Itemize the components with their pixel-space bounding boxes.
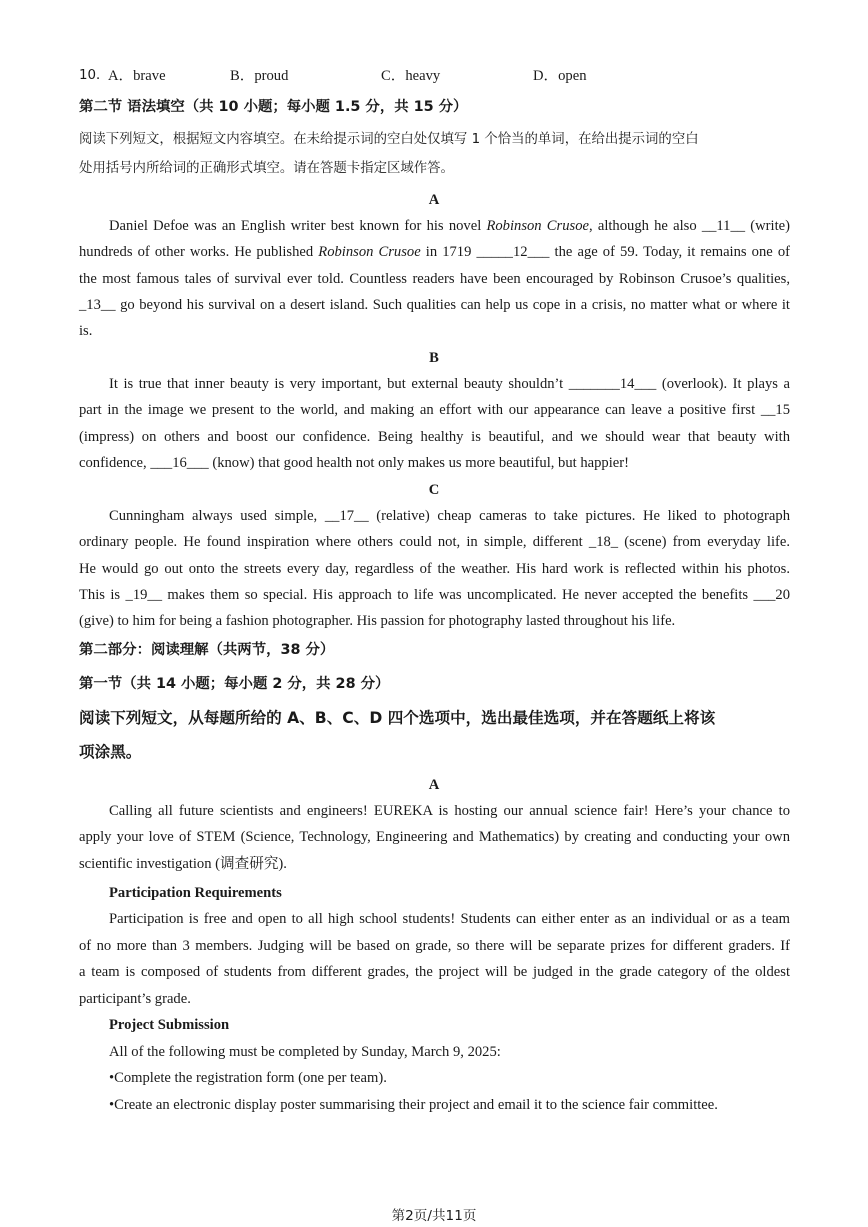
submission-line1: All of the following must be completed by Sunday, March 9, 2025: bbox=[109, 1044, 501, 1060]
q10-option-a: A．brave bbox=[108, 68, 166, 84]
part2-section1-title: 第一节（共 14 小题；每小题 2 分，共 28 分） bbox=[79, 676, 390, 692]
reading-a-p1-line3: scientific investigation (调查研究). bbox=[79, 856, 287, 872]
requirements-line1: Participation is free and open to all high school students! Students can either enter as an individual or as a team bbox=[109, 911, 790, 927]
passage-c-line3: He would go out onto the streets every day, regardless of the weather. His hard work is reflected within his photos. bbox=[79, 561, 790, 577]
passage-a-line1: Daniel Defoe was an English writer best known for his novel Robinson Crusoe, although he also __11__ (write) bbox=[109, 218, 790, 234]
blank-18: _18_ bbox=[588, 534, 619, 550]
blank-13: _13__ bbox=[79, 297, 116, 313]
reading-a-p1-line1: Calling all future scientists and engineers! EUREKA is hosting our annual science fair! Here’s your chance to bbox=[109, 803, 790, 819]
reading-a-p1-line2: apply your love of STEM (Science, Technology, Engineering and Mathematics) by creating and conducting your own bbox=[79, 829, 790, 845]
part2-title: 第二部分：阅读理解（共两节，38 分） bbox=[79, 642, 335, 658]
passage-b-line1: It is true that inner beauty is very important, but external beauty shouldn’t _______14___ (overlook). It plays a bbox=[109, 376, 790, 392]
passage-c-line1: Cunningham always used simple, __17__ (relative) cheap cameras to take pictures. He liked to photograph bbox=[109, 508, 790, 524]
requirements-line4: participant’s grade. bbox=[79, 991, 191, 1007]
section2-instruction-line2: 处用括号内所给词的正确形式填空。请在答题卡指定区域作答。 bbox=[79, 161, 454, 176]
submission-bullet1: •Complete the registration form (one per team). bbox=[109, 1070, 387, 1086]
passage-c-heading: C bbox=[428, 482, 440, 498]
blank-11: __11__ bbox=[701, 218, 746, 234]
requirements-line2: of no more than 3 members. Judging will be based on grade, so there will be separate prizes for different graders. If bbox=[79, 938, 790, 954]
q10-option-c: C．heavy bbox=[381, 68, 441, 84]
q10-number: 10． bbox=[79, 68, 110, 83]
passage-b-line3: (impress) on others and boost our confidence. Being healthy is beautiful, and we should wear that beauty with bbox=[79, 429, 790, 445]
passage-c-line4: This is _19__ makes them so special. His approach to life was uncomplicated. He never accepted the benefits ___20 bbox=[79, 587, 790, 603]
submission-bullet2: •Create an electronic display poster summarising their project and email it to the science fair committee. bbox=[109, 1097, 718, 1113]
section2-instruction-line1: 阅读下列短文，根据短文内容填空。在未给提示词的空白处仅填写 1 个恰当的单词，在给出提示词的空白 bbox=[79, 132, 699, 147]
blank-20: ___20 bbox=[753, 587, 790, 603]
blank-14: _______14___ bbox=[568, 376, 657, 392]
passage-a-line5: is. bbox=[79, 323, 93, 339]
page-number: 第2页/共11页 bbox=[391, 1208, 477, 1224]
blank-12: _____12___ bbox=[476, 244, 550, 260]
project-submission-heading: Project Submission bbox=[109, 1017, 230, 1033]
q10-options bbox=[79, 67, 790, 85]
blank-15: __15 bbox=[760, 402, 790, 418]
blank-16: ___16___ bbox=[150, 455, 209, 471]
passage-b-heading: B bbox=[429, 350, 439, 366]
part2-instruction-line2: 项涂黑。 bbox=[79, 743, 142, 761]
passage-a-line2: hundreds of other works. He published Robinson Crusoe in 1719 _____12___ the age of 59. Today, it remains one of bbox=[79, 244, 790, 260]
q10-option-d: D．open bbox=[533, 68, 587, 84]
reading-a-heading: A bbox=[428, 777, 440, 793]
requirements-line3: a team is composed of students from different grades, the project will be judged in the grade category of the oldest bbox=[79, 964, 790, 980]
blank-19: _19__ bbox=[125, 587, 162, 603]
passage-c-line2: ordinary people. He found inspiration where others could not, in simple, different _18_ (scene) from everyday life. bbox=[79, 534, 790, 550]
passage-b-line4: confidence, ___16___ (know) that good health not only makes us more beautiful, but happier! bbox=[79, 455, 629, 471]
part2-instruction-line1: 阅读下列短文，从每题所给的 A、B、C、D 四个选项中，选出最佳选项，并在答题纸上将该 bbox=[79, 709, 716, 727]
passage-a-line3: the most famous tales of survival ever told. Countless readers have been encouraged by Robinson Crusoe’s qualities, bbox=[79, 271, 790, 287]
passage-b-line2: part in the image we present to the world, and making an effort with our appearance can leave a positive first __15 bbox=[79, 402, 790, 418]
section2-title: 第二节 语法填空（共 10 小题；每小题 1.5 分，共 15 分） bbox=[79, 99, 468, 115]
blank-17: __17__ bbox=[324, 508, 369, 524]
passage-a-heading: A bbox=[428, 192, 440, 208]
participation-requirements-heading: Participation Requirements bbox=[109, 885, 282, 901]
q10-option-b: B．proud bbox=[230, 68, 289, 84]
passage-c-line5: (give) to him for being a fashion photographer. His passion for photography lasted throughout his life. bbox=[79, 613, 676, 629]
passage-a-line4: _13__ go beyond his survival on a desert island. Such qualities can help us cope in a crisis, no matter what or where it bbox=[79, 297, 790, 313]
